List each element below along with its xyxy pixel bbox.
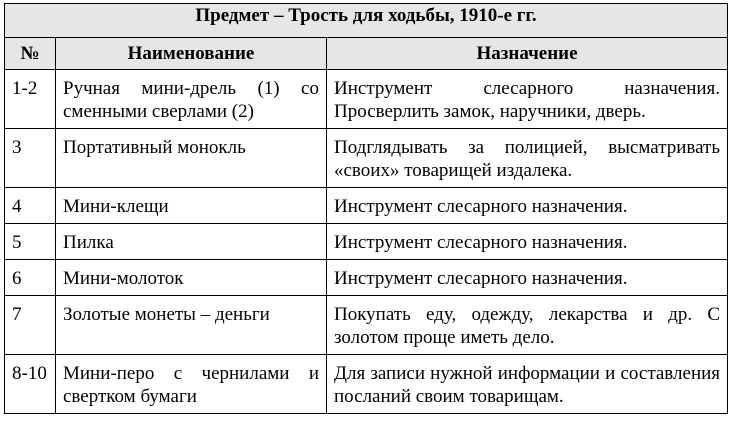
row-number: 3 xyxy=(5,129,56,188)
row-purpose: Инструмент слесарного назначения. xyxy=(327,224,728,260)
title-row xyxy=(5,4,728,38)
table-row xyxy=(5,296,728,355)
row-number: 1-2 xyxy=(5,70,56,129)
row-name: Мини-молоток xyxy=(56,260,327,296)
row-purpose: Инструмент слесарного назначения. xyxy=(327,188,728,224)
row-purpose: Для записи нужной информации и составления посланий своим товарищам. xyxy=(327,355,728,414)
table-row xyxy=(5,70,728,129)
table-row xyxy=(5,355,728,414)
row-name: Ручная мини-дрель (1) со сменными сверлами (2) xyxy=(56,70,327,129)
row-purpose: Инструмент слесарного назначения. Просверлить замок, наручники, дверь. xyxy=(327,70,728,129)
row-number: 5 xyxy=(5,224,56,260)
items-table xyxy=(4,3,728,414)
row-name: Портативный монокль xyxy=(56,129,327,188)
table-title: Предмет – Трость для ходьбы, 1910-е гг. xyxy=(5,4,728,38)
row-name: Мини-клещи xyxy=(56,188,327,224)
row-name: Мини-перо с чернилами и свертком бумаги xyxy=(56,355,327,414)
row-number: 6 xyxy=(5,260,56,296)
header-number: № xyxy=(5,38,56,70)
row-purpose: Покупать еду, одежду, лекарства и др. С золотом проще иметь дело. xyxy=(327,296,728,355)
table-row xyxy=(5,224,728,260)
row-number: 7 xyxy=(5,296,56,355)
row-name: Золотые монеты – деньги xyxy=(56,296,327,355)
header-purpose: Назначение xyxy=(327,38,728,70)
table-row xyxy=(5,129,728,188)
table-row xyxy=(5,188,728,224)
row-number: 4 xyxy=(5,188,56,224)
header-name: Наименование xyxy=(56,38,327,70)
row-name: Пилка xyxy=(56,224,327,260)
row-number: 8-10 xyxy=(5,355,56,414)
table-row xyxy=(5,260,728,296)
header-row xyxy=(5,38,728,70)
row-purpose: Инструмент слесарного назначения. xyxy=(327,260,728,296)
row-purpose: Подглядывать за полицией, высматривать «своих» товарищей издалека. xyxy=(327,129,728,188)
